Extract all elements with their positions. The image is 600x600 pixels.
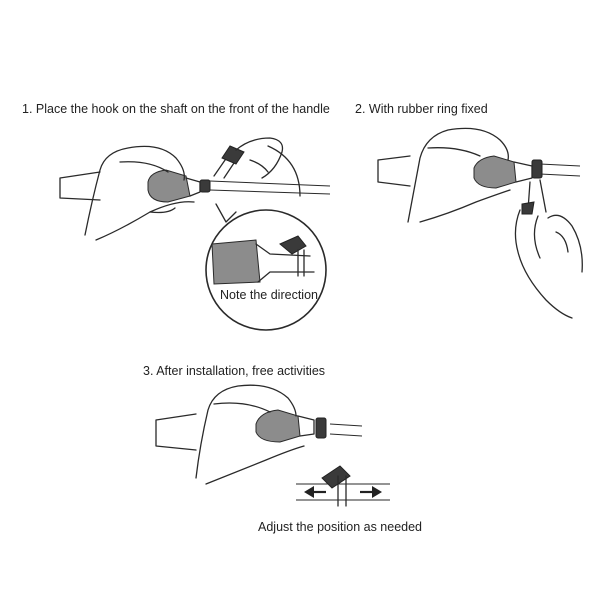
adjust-note: Adjust the position as needed — [258, 520, 423, 534]
step-3-illustration — [156, 385, 390, 506]
hand-4-icon — [515, 210, 582, 318]
grip-closeup-icon — [212, 240, 260, 284]
shaft-icon — [210, 181, 330, 194]
callout-note: Note the direction — [220, 288, 318, 302]
rubber-ring-icon — [200, 180, 210, 192]
rubber-ring-3-icon — [316, 418, 326, 438]
step-2-illustration — [378, 128, 582, 318]
callout-magnifier — [206, 210, 326, 330]
handle-grip-3-icon — [256, 410, 300, 442]
rubber-ring-2-icon — [532, 160, 542, 178]
handle-grip-2-icon — [474, 156, 516, 188]
handle-body-2-icon — [378, 156, 410, 186]
hook-icon — [222, 146, 244, 164]
step-2-label: 2. With rubber ring fixed — [355, 102, 488, 116]
hand-icon-2 — [236, 138, 300, 196]
handle-body-3-icon — [156, 414, 196, 450]
step-1-label: 1. Place the hook on the shaft on the front of the handle — [22, 102, 330, 116]
arrow-left-head — [304, 486, 314, 498]
arrow-right-head — [372, 486, 382, 498]
step-3-label: 3. After installation, free activities — [143, 364, 326, 378]
